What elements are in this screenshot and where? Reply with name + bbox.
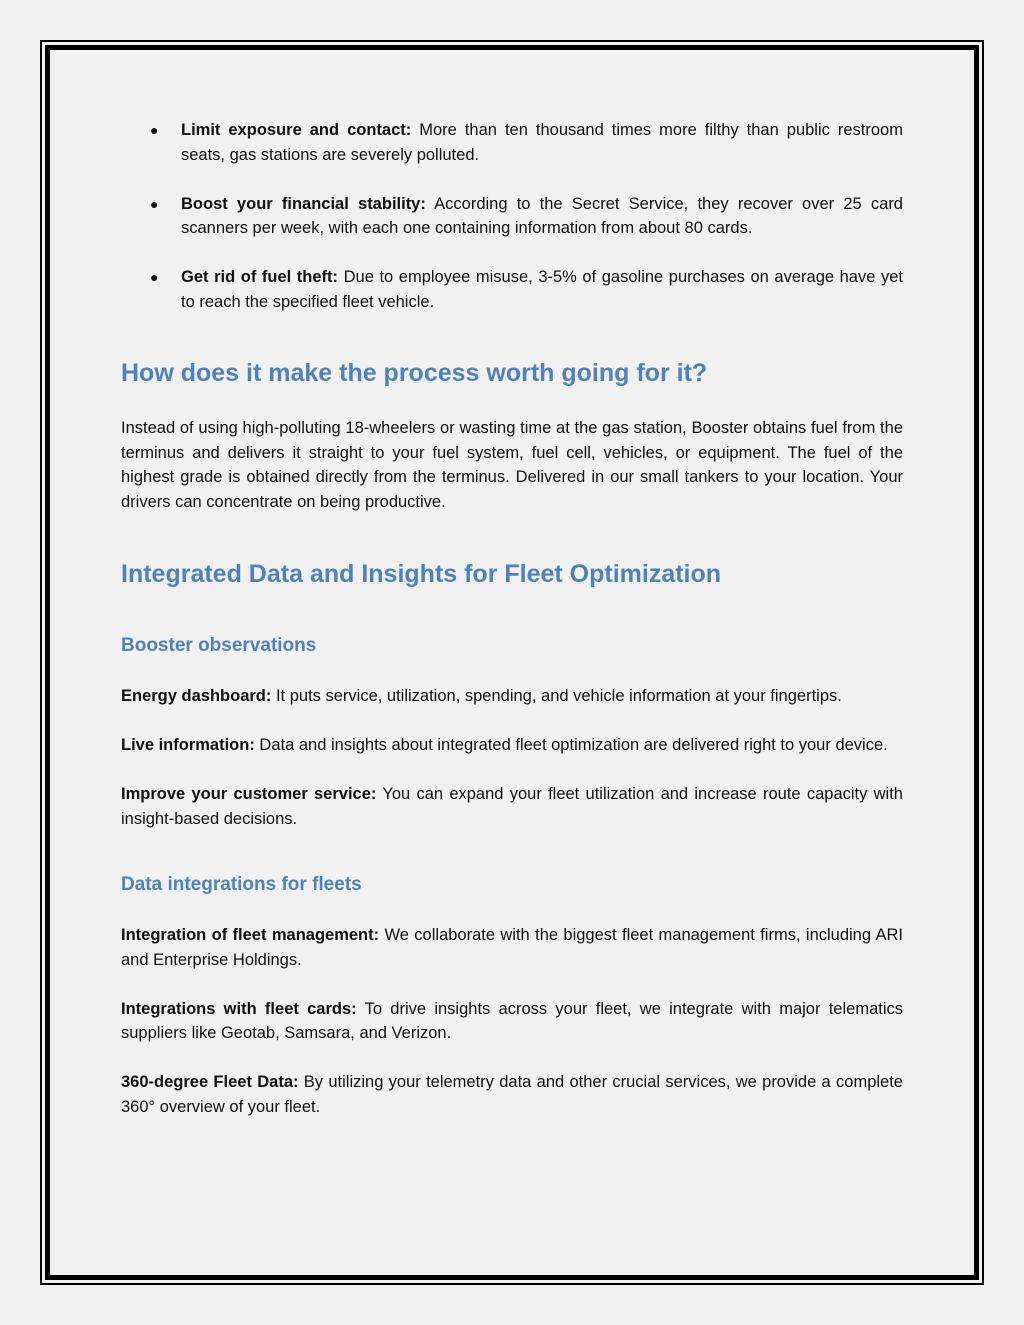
section-heading: How does it make the process worth going for it? [121,359,708,387]
feature-text: By utilizing your telemetry data and other crucial services, we provide a complete 360° overview of your fleet. [121,1073,903,1116]
benefits-list [121,118,903,314]
section-paragraph: Instead of using high-polluting 18-wheelers or wasting time at the gas station, Booster obtains fuel from the terminus and delivers it straight to your fuel system, fuel cell, vehicles, or equipment. The fuel of the highest grade is obtained directly from the terminus. Delivered in our small tankers to your location. Your drivers can concentrate on being productive. [121,419,903,511]
feature-text: It puts service, utilization, spending, and vehicle information at your fingertips. [271,687,842,705]
subsection-heading: Booster observations [121,635,317,656]
bullet-text: More than ten thousand times more filthy than public restroom seats, gas stations are severely polluted. [181,121,903,164]
section-heading: Integrated Data and Insights for Fleet Optimization [121,560,722,588]
bullet-bold-label: Get rid of fuel theft: [181,268,339,286]
feature-paragraph [121,684,903,709]
feature-text: You can expand your fleet utilization and increase route capacity with insight-based decisions. [121,785,903,828]
feature-bold-label: Live information: [121,736,255,754]
feature-paragraph [121,1070,903,1119]
bullet-icon: ● [150,269,159,285]
list-item [121,118,903,167]
feature-text: To drive insights across your fleet, we integrate with major telematics suppliers like Geotab, Samsara, and Verizon. [121,999,903,1042]
feature-paragraph [121,733,903,758]
feature-text: Data and insights about integrated fleet optimization are delivered right to your device. [254,736,888,754]
subsection-heading: Data integrations for fleets [121,874,362,895]
feature-paragraph [121,923,903,972]
bullet-bold-label: Limit exposure and contact: [181,121,412,139]
document-content [121,118,903,1119]
bullet-text: According to the Secret Service, they recover over 25 card scanners per week, with each one containing information from about 80 cards. [181,194,903,237]
feature-bold-label: Energy dashboard: [121,687,272,705]
bullet-icon: ● [150,122,159,138]
feature-bold-label: Integrations with fleet cards: [121,999,357,1018]
bullet-text: Due to employee misuse, 3-5% of gasoline purchases on average have yet to reach the specified fleet vehicle. [181,268,903,311]
feature-paragraph [121,997,903,1046]
bullet-icon: ● [150,195,159,212]
feature-bold-label: 360-degree Fleet Data: [121,1073,299,1091]
list-item [121,192,903,241]
feature-bold-label: Integration of fleet management: [121,926,380,944]
feature-bold-label: Improve your customer service: [121,785,377,803]
bullet-bold-label: Boost your financial stability: [181,194,426,213]
feature-text: We collaborate with the biggest fleet management firms, including ARI and Enterprise Holdings. [121,926,903,969]
list-item [121,265,903,314]
feature-paragraph [121,782,903,831]
